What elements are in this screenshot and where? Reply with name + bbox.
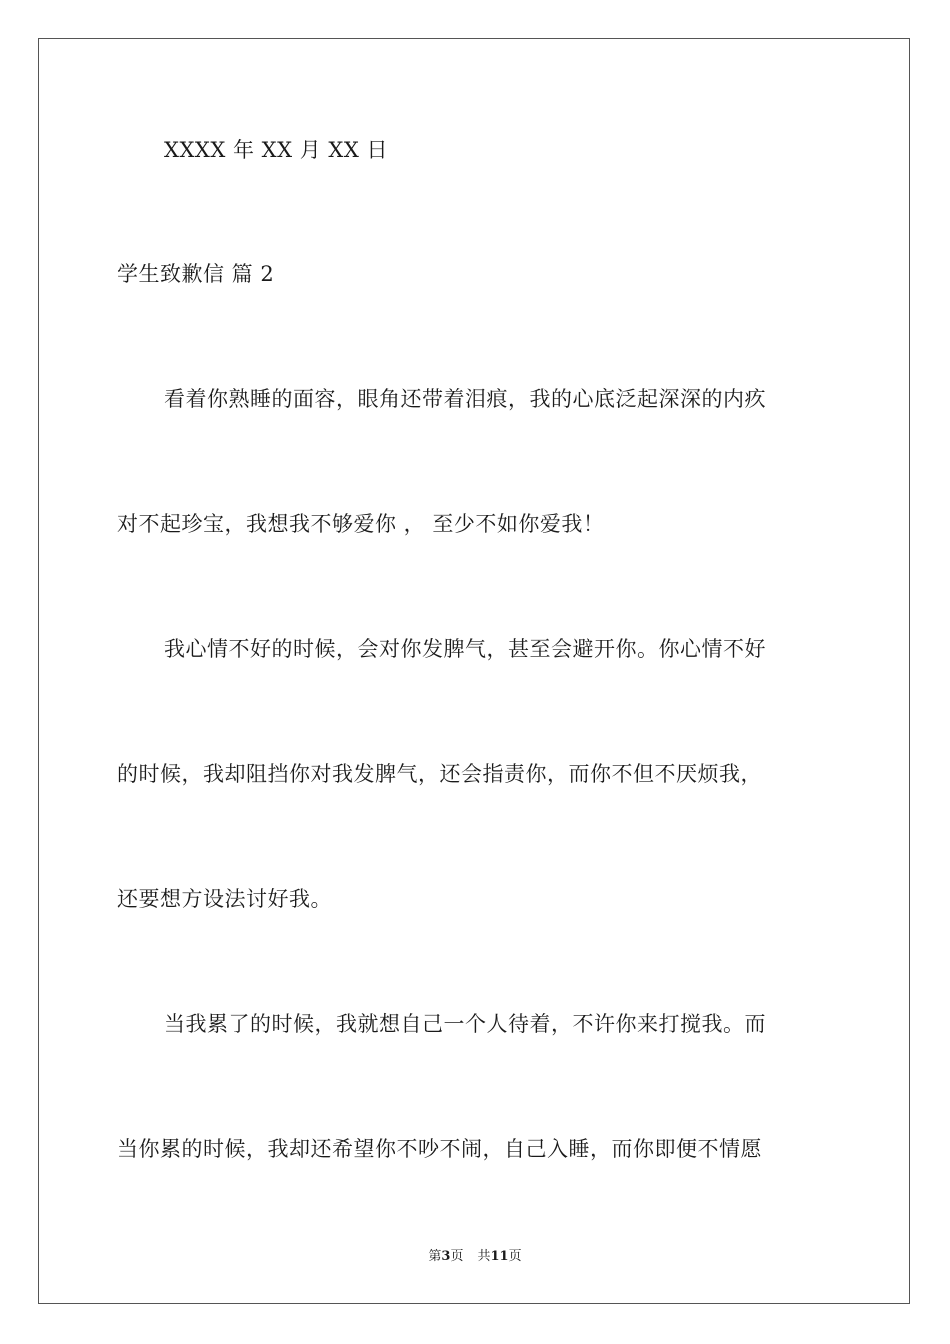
total-prefix: 共: [477, 1249, 491, 1264]
section-title: 学生致歉信 篇 2: [117, 262, 275, 286]
page-prefix: 第: [428, 1249, 442, 1264]
paragraph-3-line-1: 当我累了的时候，我就想自己一个人待着，不许你来打搅我。而: [164, 1012, 766, 1036]
paragraph-2-line-3: 还要想方设法讨好我。: [117, 887, 332, 911]
letter-date: XXXX 年 XX 月 XX 日: [164, 138, 388, 162]
total-suffix: 页: [508, 1249, 522, 1264]
paragraph-1-line-2: 对不起珍宝，我想我不够爱你 ， 至少不如你爱我！: [117, 512, 605, 536]
paragraph-1-line-1: 看着你熟睡的面容，眼角还带着泪痕，我的心底泛起深深的内疚: [164, 387, 766, 411]
page-total: 11: [490, 1249, 509, 1264]
page-suffix: 页: [450, 1249, 464, 1264]
page-footer: [0, 1248, 950, 1266]
page-border: [38, 38, 910, 1304]
paragraph-2-line-1: 我心情不好的时候，会对你发脾气，甚至会避开你。你心情不好: [164, 637, 766, 661]
paragraph-3-line-2: 当你累的时候，我却还希望你不吵不闹，自己入睡，而你即便不情愿: [117, 1137, 762, 1161]
page-current: 3: [441, 1249, 451, 1264]
paragraph-2-line-2: 的时候，我却阻挡你对我发脾气，还会指责你，而你不但不厌烦我，: [117, 762, 762, 786]
